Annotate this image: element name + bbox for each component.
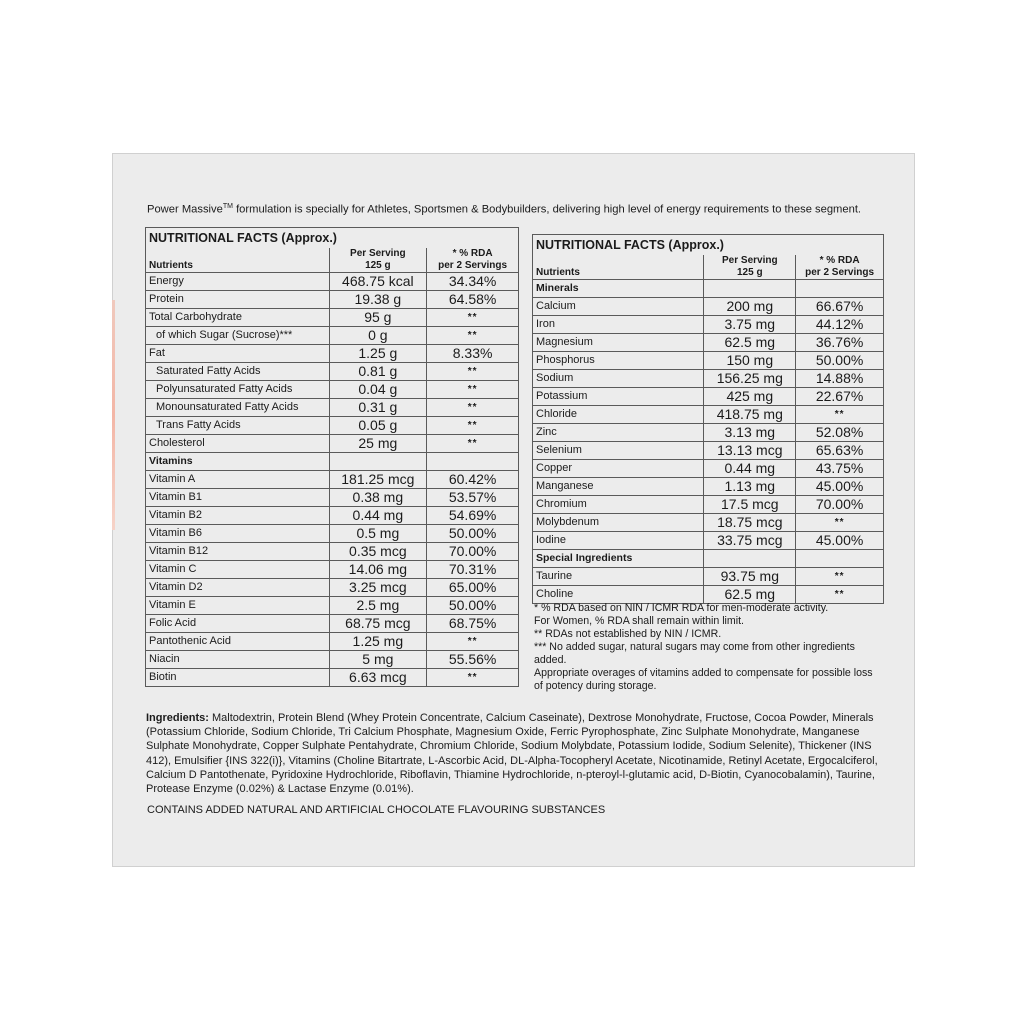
table-row — [533, 334, 884, 352]
per-serving-value: 418.75 mg — [704, 406, 796, 424]
rda-value: 44.12% — [796, 316, 884, 334]
per-serving-value: 0.38 mg — [329, 489, 427, 507]
nutrient-name: Taurine — [533, 568, 704, 586]
table-row — [533, 460, 884, 478]
nutrient-name: Molybdenum — [533, 514, 704, 532]
nutrient-name: Energy — [146, 273, 330, 291]
per-serving-value: 425 mg — [704, 388, 796, 406]
table-row — [533, 370, 884, 388]
nutrient-name: Iron — [533, 316, 704, 334]
rda-value: 64.58% — [427, 291, 519, 309]
table-row — [533, 442, 884, 460]
rda-value: 14.88% — [796, 370, 884, 388]
per-serving-value: 6.63 mcg — [329, 669, 427, 687]
per-serving-value: 0 g — [329, 327, 427, 345]
nutrient-name: Protein — [146, 291, 330, 309]
table-row — [146, 489, 519, 507]
per-serving-value: 0.05 g — [329, 417, 427, 435]
per-serving-value: 14.06 mg — [329, 561, 427, 579]
section-spacer — [329, 453, 427, 471]
per-serving-value: 3.25 mcg — [329, 579, 427, 597]
nutrient-name: Vitamin E — [146, 597, 330, 615]
nutrient-name: Manganese — [533, 478, 704, 496]
rda-value: 50.00% — [427, 597, 519, 615]
nutrient-name: Vitamin B6 — [146, 525, 330, 543]
footnotes — [534, 602, 884, 693]
rda-value: ** — [427, 327, 519, 345]
footnote: Appropriate overages of vitamins added to compensate for possible loss of potency during storage. — [534, 667, 873, 692]
table-row — [146, 651, 519, 669]
table-title: NUTRITIONAL FACTS (Approx.) — [533, 235, 884, 256]
per-serving-value: 62.5 mg — [704, 586, 796, 604]
table-row — [533, 352, 884, 370]
per-serving-value: 5 mg — [329, 651, 427, 669]
per-serving-value: 181.25 mcg — [329, 471, 427, 489]
per-serving-value: 0.04 g — [329, 381, 427, 399]
rda-value: ** — [427, 399, 519, 417]
table-row — [146, 327, 519, 345]
intro-text: formulation is specially for Athletes, Sportsmen & Bodybuilders, delivering high level of energy requirements to these segment. — [232, 203, 862, 216]
table-row — [146, 273, 519, 291]
rda-value: 60.42% — [427, 471, 519, 489]
rda-value: 43.75% — [796, 460, 884, 478]
rda-value: 53.57% — [427, 489, 519, 507]
section-row — [533, 550, 884, 568]
nutrient-name: Cholesterol — [146, 435, 330, 453]
rda-value: 45.00% — [796, 478, 884, 496]
rda-value: ** — [427, 363, 519, 381]
nutrient-name: Pantothenic Acid — [146, 633, 330, 651]
table-row — [146, 309, 519, 327]
section-label: Special Ingredients — [533, 550, 704, 568]
table-row — [533, 532, 884, 550]
per-serving-value: 200 mg — [704, 298, 796, 316]
flavouring-statement: CONTAINS ADDED NATURAL AND ARTIFICIAL CHOCOLATE FLAVOURING SUBSTANCES — [147, 804, 606, 816]
nutrient-name: of which Sugar (Sucrose)*** — [146, 327, 330, 345]
table-row — [533, 316, 884, 334]
per-serving-value: 33.75 mcg — [704, 532, 796, 550]
rda-value: ** — [427, 417, 519, 435]
nutrient-name: Chromium — [533, 496, 704, 514]
col-header-serving: Per Serving 125 g — [704, 255, 796, 280]
footnote: * % RDA based on NIN / ICMR RDA for men-moderate activity. — [534, 602, 829, 614]
table-row — [533, 496, 884, 514]
nutrient-name: Vitamin C — [146, 561, 330, 579]
nutrient-name: Calcium — [533, 298, 704, 316]
table-row — [146, 543, 519, 561]
section-spacer — [796, 550, 884, 568]
nutrient-name: Fat — [146, 345, 330, 363]
table-row — [533, 568, 884, 586]
rda-value: 70.31% — [427, 561, 519, 579]
table-row — [533, 388, 884, 406]
rda-value: 50.00% — [796, 352, 884, 370]
table-row — [533, 406, 884, 424]
per-serving-value: 0.31 g — [329, 399, 427, 417]
rda-value: 54.69% — [427, 507, 519, 525]
rda-value: ** — [796, 586, 884, 604]
rda-value: ** — [796, 568, 884, 586]
col-header-nutrients: Nutrients — [533, 255, 704, 280]
per-serving-value: 0.5 mg — [329, 525, 427, 543]
table-row — [146, 633, 519, 651]
nutrient-name: Niacin — [146, 651, 330, 669]
nutrient-name: Vitamin B1 — [146, 489, 330, 507]
trademark-mark: TM — [222, 203, 233, 210]
per-serving-value: 18.75 mcg — [704, 514, 796, 532]
per-serving-value: 1.25 g — [329, 345, 427, 363]
table-row — [146, 381, 519, 399]
nutrient-name: Vitamin B2 — [146, 507, 330, 525]
rda-value: ** — [427, 309, 519, 327]
rda-value: 36.76% — [796, 334, 884, 352]
per-serving-value: 150 mg — [704, 352, 796, 370]
per-serving-value: 0.35 mcg — [329, 543, 427, 561]
nutrient-name: Vitamin A — [146, 471, 330, 489]
box-edge-accent — [112, 300, 115, 530]
per-serving-value: 0.44 mg — [329, 507, 427, 525]
rda-value: ** — [427, 435, 519, 453]
section-spacer — [704, 280, 796, 298]
nutrient-name: Choline — [533, 586, 704, 604]
nutrient-name: Selenium — [533, 442, 704, 460]
table-row — [533, 298, 884, 316]
rda-value: 50.00% — [427, 525, 519, 543]
table-row — [146, 363, 519, 381]
rda-value: ** — [427, 669, 519, 687]
col-header-serving: Per Serving 125 g — [329, 248, 427, 273]
nutrient-name: Biotin — [146, 669, 330, 687]
section-row — [146, 453, 519, 471]
nutrient-name: Copper — [533, 460, 704, 478]
rda-value: 22.67% — [796, 388, 884, 406]
nutrient-name: Total Carbohydrate — [146, 309, 330, 327]
per-serving-value: 95 g — [329, 309, 427, 327]
ingredients-text: Maltodextrin, Protein Blend (Whey Protein Concentrate, Calcium Caseinate), Dextrose Monohydrate, Fructose, Cocoa Powder, Minerals (Potassium Chloride, Sodium Chloride, Tri Calcium Phosphate, Magnesium Oxide, Ferric Pyrophosphate, Zinc Sulphate Monohydrate, Manganese Sulphate Monohydrate, Copper Sulphate Pentahydrate, Chromium Chloride, Sodium Molybdate, Potassium Iodide, Sodium Selenite), Thickener (INS 412), Emulsifier {INS 322(i)}, Vitamins (Choline Bitartrate, L-Ascorbic Acid, DL-Alpha-Tocopheryl Acetate, Nicotinamide, Retinyl Acetate, Ergocalciferol, Calcium D Pantothenate, Pyridoxine Hydrochloride, Riboflavin, Thiamine Hydrochloride, n-pteroyl-l-glutamic acid, D-Biotin, Cyanocobalamin), Taurine, Protease Enzyme (0.02%) & Lactase Enzyme (0.01%). — [146, 712, 878, 796]
nutrient-name: Chloride — [533, 406, 704, 424]
section-spacer — [427, 453, 519, 471]
table-row — [146, 399, 519, 417]
table-row — [533, 586, 884, 604]
intro-line — [147, 200, 887, 217]
table-row — [533, 514, 884, 532]
table-title: NUTRITIONAL FACTS (Approx.) — [146, 228, 519, 249]
rda-value: 8.33% — [427, 345, 519, 363]
per-serving-value: 0.44 mg — [704, 460, 796, 478]
per-serving-value: 25 mg — [329, 435, 427, 453]
rda-value: 65.63% — [796, 442, 884, 460]
table-row — [146, 579, 519, 597]
table-row — [533, 424, 884, 442]
per-serving-value: 2.5 mg — [329, 597, 427, 615]
per-serving-value: 13.13 mcg — [704, 442, 796, 460]
rda-value: 68.75% — [427, 615, 519, 633]
nutrient-name: Monounsaturated Fatty Acids — [146, 399, 330, 417]
per-serving-value: 1.13 mg — [704, 478, 796, 496]
per-serving-value: 17.5 mcg — [704, 496, 796, 514]
nutrient-name: Folic Acid — [146, 615, 330, 633]
section-spacer — [704, 550, 796, 568]
table-row — [146, 417, 519, 435]
nutrient-name: Phosphorus — [533, 352, 704, 370]
nutrient-name: Sodium — [533, 370, 704, 388]
rda-value: 34.34% — [427, 273, 519, 291]
rda-value: ** — [796, 406, 884, 424]
table-row — [146, 561, 519, 579]
rda-value: ** — [796, 514, 884, 532]
per-serving-value: 68.75 mcg — [329, 615, 427, 633]
per-serving-value: 156.25 mg — [704, 370, 796, 388]
nutrient-name: Zinc — [533, 424, 704, 442]
table-row — [533, 478, 884, 496]
rda-value: 66.67% — [796, 298, 884, 316]
nutrition-table-right — [532, 234, 884, 604]
rda-value: 45.00% — [796, 532, 884, 550]
rda-value: 55.56% — [427, 651, 519, 669]
rda-value: 52.08% — [796, 424, 884, 442]
nutrient-name: Iodine — [533, 532, 704, 550]
section-row — [533, 280, 884, 298]
ingredients-label: Ingredients: — [146, 712, 209, 724]
nutrient-name: Potassium — [533, 388, 704, 406]
rda-value: ** — [427, 381, 519, 399]
footnote: ** RDAs not established by NIN / ICMR. — [534, 628, 722, 640]
rda-value: 70.00% — [796, 496, 884, 514]
rda-value: 70.00% — [427, 543, 519, 561]
table-row — [146, 525, 519, 543]
per-serving-value: 468.75 kcal — [329, 273, 427, 291]
footnote: For Women, % RDA shall remain within limit. — [534, 615, 744, 627]
per-serving-value: 3.75 mg — [704, 316, 796, 334]
table-row — [146, 345, 519, 363]
nutrient-name: Vitamin B12 — [146, 543, 330, 561]
table-row — [146, 669, 519, 687]
brand-name: Power Massive — [147, 203, 223, 216]
per-serving-value: 62.5 mg — [704, 334, 796, 352]
section-label: Minerals — [533, 280, 704, 298]
ingredients-block — [146, 711, 886, 796]
col-header-rda: * % RDA per 2 Servings — [796, 255, 884, 280]
section-label: Vitamins — [146, 453, 330, 471]
table-row — [146, 471, 519, 489]
table-row — [146, 435, 519, 453]
nutrition-table-left — [145, 227, 519, 687]
per-serving-value: 0.81 g — [329, 363, 427, 381]
nutrient-name: Polyunsaturated Fatty Acids — [146, 381, 330, 399]
table-row — [146, 597, 519, 615]
rda-value: ** — [427, 633, 519, 651]
table-row — [146, 615, 519, 633]
nutrient-name: Trans Fatty Acids — [146, 417, 330, 435]
nutrient-name: Saturated Fatty Acids — [146, 363, 330, 381]
table-row — [146, 291, 519, 309]
per-serving-value: 3.13 mg — [704, 424, 796, 442]
col-header-rda: * % RDA per 2 Servings — [427, 248, 519, 273]
per-serving-value: 1.25 mg — [329, 633, 427, 651]
per-serving-value: 19.38 g — [329, 291, 427, 309]
nutrient-name: Vitamin D2 — [146, 579, 330, 597]
rda-value: 65.00% — [427, 579, 519, 597]
col-header-nutrients: Nutrients — [146, 248, 330, 273]
section-spacer — [796, 280, 884, 298]
per-serving-value: 93.75 mg — [704, 568, 796, 586]
nutrient-name: Magnesium — [533, 334, 704, 352]
footnote: *** No added sugar, natural sugars may come from other ingredients added. — [534, 641, 855, 666]
table-row — [146, 507, 519, 525]
